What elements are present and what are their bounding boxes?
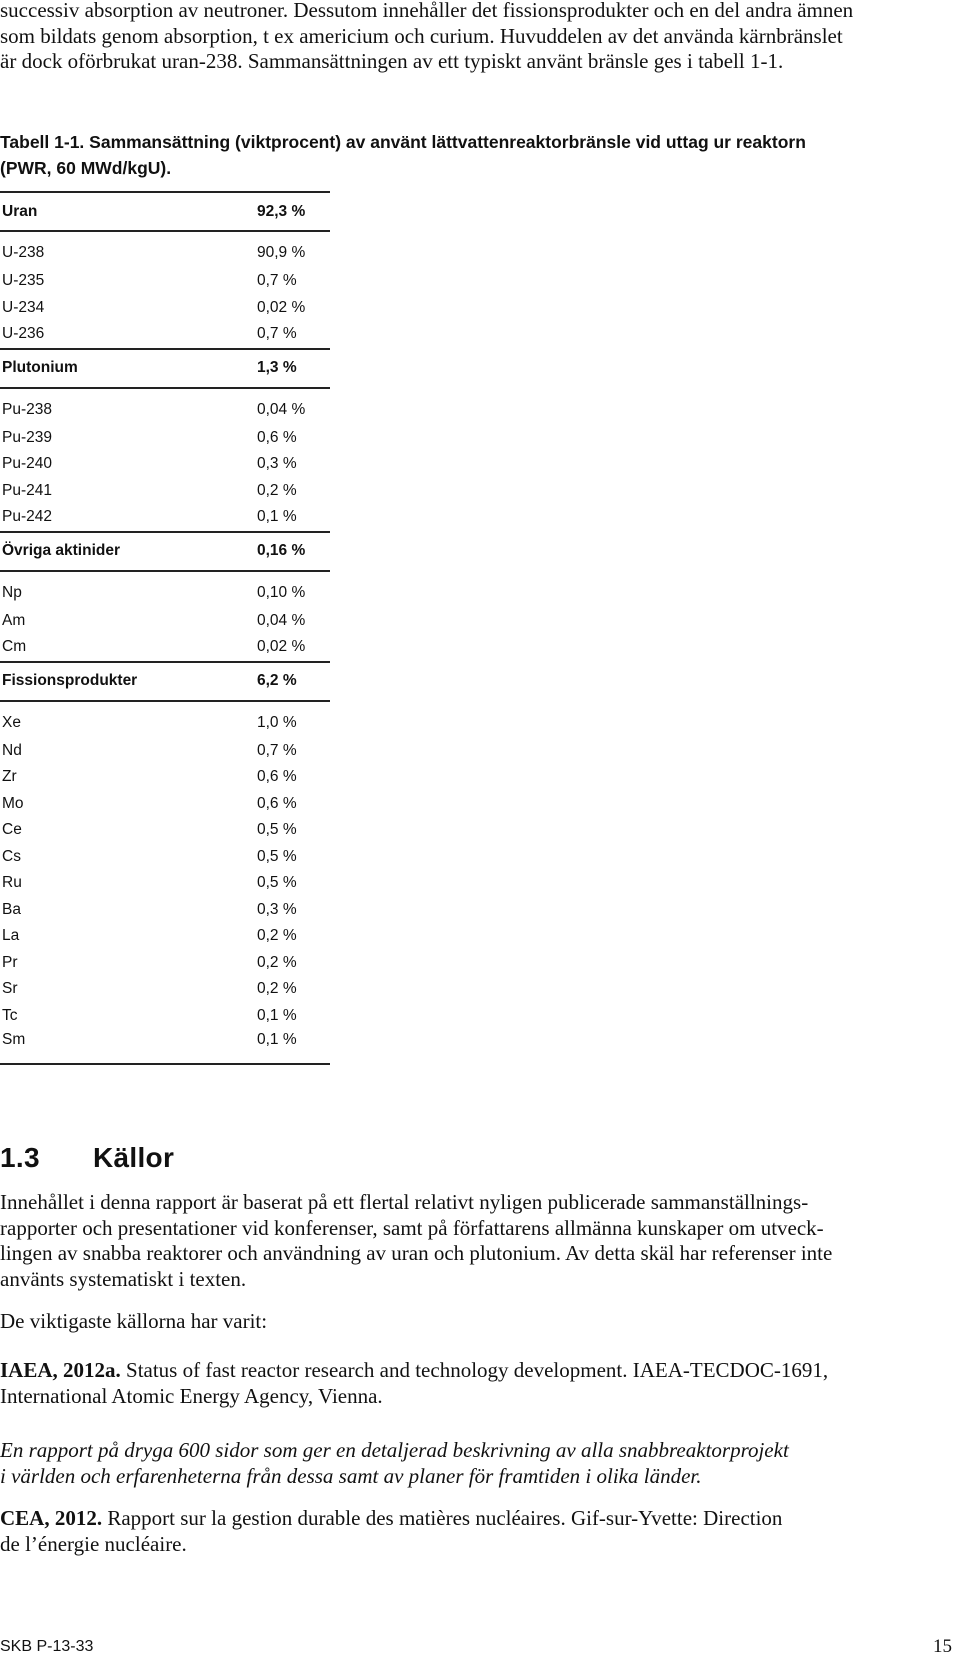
table-row — [0, 897, 330, 924]
text-line: rapporter och presentationer vid konferenser, samt på författarens allmänna kunskaper om utveck- — [0, 1215, 824, 1240]
nuclide-name: Pu-242 — [2, 508, 52, 526]
table-row — [0, 701, 330, 738]
nuclide-name: Cm — [2, 638, 27, 656]
nuclide-value: 0,6 % — [257, 794, 297, 812]
nuclide-value: 0,04 % — [257, 611, 306, 629]
reference-entry — [0, 1506, 940, 1557]
nuclide-name: Nd — [2, 741, 22, 759]
nuclide-value: 0,7 % — [257, 741, 297, 759]
nuclide-value: 0,7 % — [257, 272, 297, 290]
table-row — [0, 268, 330, 295]
text-line: lingen av snabba reaktorer och användning av uran och plutonium. Av detta skäl har referenser inte — [0, 1241, 833, 1265]
table-group-row — [0, 349, 330, 388]
text-line: är dock oförbrukat uran-238. Sammansättningen av ett typiskt använt bränsle ges i tabell 1-1. — [0, 49, 784, 73]
table-group-row — [0, 532, 330, 571]
nuclide-name: U-236 — [2, 325, 45, 343]
nuclide-name: Am — [2, 611, 26, 629]
table-row — [0, 950, 330, 977]
table-row — [0, 425, 330, 452]
text-line: använts systematiskt i texten. — [0, 1266, 247, 1291]
group-value: 6,2 % — [257, 662, 330, 701]
nuclide-name: La — [2, 927, 20, 945]
nuclide-value: 0,04 % — [257, 400, 306, 418]
table-row — [0, 923, 330, 950]
nuclide-name: Zr — [2, 768, 17, 786]
text-line: som bildats genom absorption, t ex americium och curium. Huvuddelen av det använda kärnbränslet — [0, 23, 843, 48]
nuclide-value: 0,6 % — [257, 768, 297, 786]
table-row — [0, 791, 330, 818]
group-name: Uran — [0, 192, 257, 231]
nuclide-value: 0,1 % — [257, 1006, 297, 1024]
table-row — [0, 478, 330, 505]
body-paragraph — [0, 1190, 940, 1292]
intro-paragraph — [0, 0, 940, 75]
table-row — [0, 764, 330, 791]
table-row — [0, 844, 330, 871]
nuclide-name: Pr — [2, 953, 18, 971]
group-value: 1,3 % — [257, 349, 330, 388]
nuclide-name: U-234 — [2, 298, 45, 316]
nuclide-name: U-235 — [2, 272, 45, 290]
table-row — [0, 608, 330, 635]
nuclide-value: 0,5 % — [257, 874, 297, 892]
nuclide-name: Pu-239 — [2, 428, 52, 446]
table-row — [0, 976, 330, 1003]
nuclide-value: 0,1 % — [257, 1029, 330, 1064]
composition-table — [0, 191, 330, 1065]
table-caption — [0, 129, 950, 181]
nuclide-value: 0,02 % — [257, 638, 306, 656]
nuclide-name: Xe — [2, 713, 21, 731]
footer-report-id: SKB P-13-33 — [0, 1638, 94, 1655]
table-row — [0, 231, 330, 268]
text-line: successiv absorption av neutroner. Dessutom innehåller det fissionsprodukter och en del andra ämnen — [0, 0, 854, 22]
reference-key: CEA, 2012. — [0, 1506, 103, 1530]
nuclide-value: 0,1 % — [257, 508, 297, 526]
nuclide-value: 0,10 % — [257, 583, 306, 601]
nuclide-value: 0,2 % — [257, 953, 297, 971]
group-name: Övriga aktinider — [0, 532, 257, 571]
nuclide-name: Cs — [2, 847, 21, 865]
table-row — [0, 451, 330, 478]
nuclide-value: 0,2 % — [257, 927, 297, 945]
group-name: Fissionsprodukter — [0, 662, 257, 701]
nuclide-name: Np — [2, 583, 22, 601]
table-row — [0, 634, 330, 662]
table-row — [0, 870, 330, 897]
text-line: Innehållet i denna rapport är baserat på ett flertal relativt nyligen publicerade sammanställnings- — [0, 1190, 809, 1214]
nuclide-value: 0,5 % — [257, 847, 297, 865]
nuclide-name: Pu-240 — [2, 455, 52, 473]
table-row — [0, 321, 330, 349]
nuclide-name: Ru — [2, 874, 22, 892]
table-group-row — [0, 192, 330, 231]
nuclide-name: Pu-238 — [2, 400, 52, 418]
nuclide-value: 1,0 % — [257, 713, 297, 731]
group-value: 92,3 % — [257, 192, 330, 231]
section-number: 1.3 — [0, 1142, 40, 1173]
section-title: Källor — [93, 1142, 175, 1173]
reference-text: International Atomic Energy Agency, Vienna. — [0, 1383, 383, 1408]
table-row — [0, 1029, 330, 1064]
table-row — [0, 295, 330, 322]
reference-text: Status of fast reactor research and technology development. IAEA-TECDOC-1691, — [120, 1358, 829, 1382]
table-row — [0, 504, 330, 532]
footer-page-number: 15 — [933, 1636, 952, 1657]
table-caption-label: Tabell 1-1. — [0, 132, 85, 152]
body-paragraph: De viktigaste källorna har varit: — [0, 1309, 268, 1333]
nuclide-name: U-238 — [2, 244, 45, 261]
section-heading — [0, 1142, 174, 1174]
nuclide-value: 0,6 % — [257, 428, 297, 446]
table-caption-text: (PWR, 60 MWd/kgU). — [0, 158, 172, 178]
table-caption-text: Sammansättning (viktprocent) av använt lättvattenreaktorbränsle vid uttag ur reaktorn — [89, 132, 806, 152]
nuclide-value: 0,7 % — [257, 325, 297, 343]
text-line: En rapport på dryga 600 sidor som ger en detaljerad beskrivning av alla snabbreaktorprojekt — [0, 1438, 789, 1462]
table-row — [0, 1003, 330, 1030]
table-group-row — [0, 662, 330, 701]
reference-text: de l’énergie nucléaire. — [0, 1531, 187, 1556]
nuclide-name: Sr — [2, 980, 18, 998]
nuclide-name: Ce — [2, 821, 22, 839]
group-value: 0,16 % — [257, 532, 330, 571]
table-row — [0, 388, 330, 425]
table-row — [0, 817, 330, 844]
nuclide-value: 0,2 % — [257, 980, 297, 998]
nuclide-value: 0,3 % — [257, 455, 297, 473]
nuclide-name: Pu-241 — [2, 481, 52, 499]
group-name: Plutonium — [0, 349, 257, 388]
nuclide-value: 0,5 % — [257, 821, 297, 839]
reference-key: IAEA, 2012a. — [0, 1358, 121, 1382]
nuclide-name: Ba — [2, 900, 21, 918]
nuclide-name: Tc — [2, 1006, 18, 1024]
text-line: i världen och erfarenheterna från dessa samt av planer för framtiden i olika länder. — [0, 1463, 702, 1488]
nuclide-value: 90,9 % — [257, 244, 306, 261]
nuclide-name: Sm — [0, 1029, 257, 1064]
nuclide-value: 0,02 % — [257, 298, 306, 316]
nuclide-name: Mo — [2, 794, 24, 812]
reference-text: Rapport sur la gestion durable des matières nucléaires. Gif-sur-Yvette: Direction — [102, 1506, 783, 1530]
nuclide-value: 0,3 % — [257, 900, 297, 918]
table-row — [0, 571, 330, 608]
reference-entry — [0, 1358, 940, 1409]
table-row — [0, 738, 330, 765]
nuclide-value: 0,2 % — [257, 481, 297, 499]
reference-note — [0, 1438, 940, 1489]
